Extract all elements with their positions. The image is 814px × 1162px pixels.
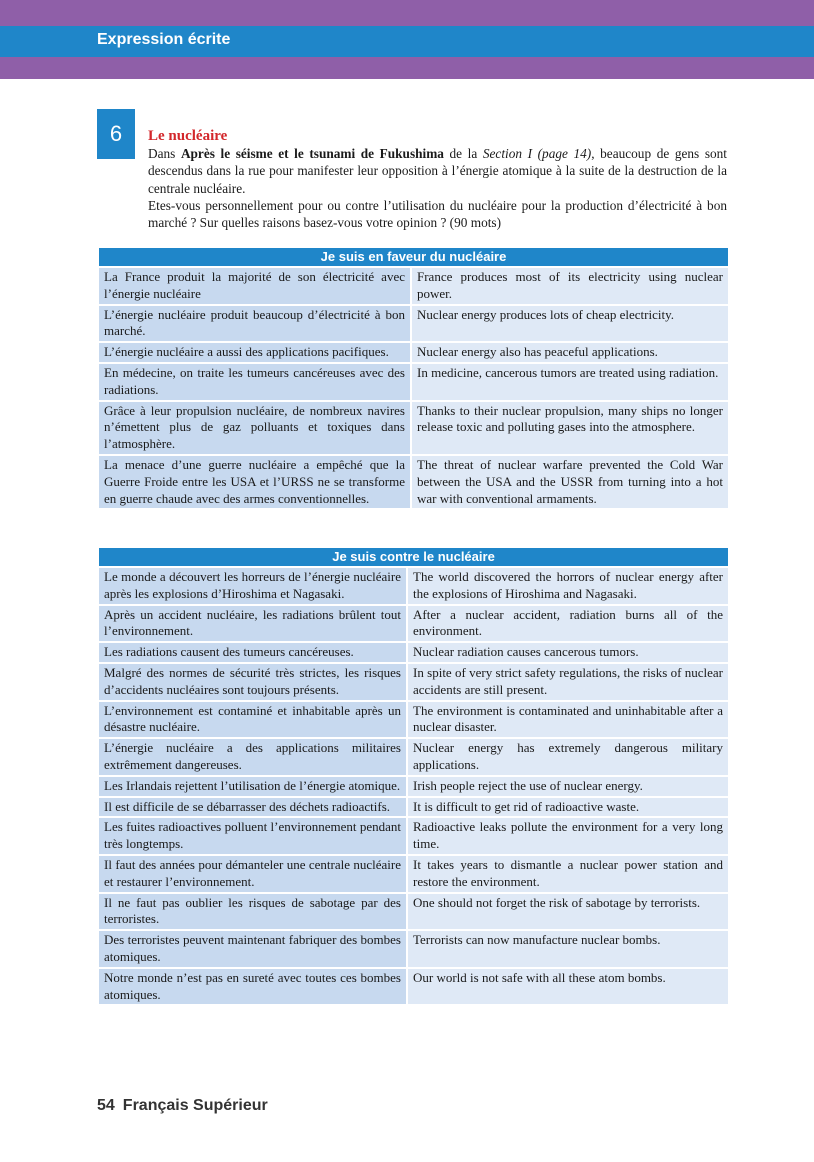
exercise-title: Le nucléaire xyxy=(148,128,228,144)
table-row xyxy=(99,739,728,775)
table-row xyxy=(99,343,728,362)
exercise-number: 6 xyxy=(97,109,135,159)
french-cell: La France produit la majorité de son électricité avec l’énergie nucléaire xyxy=(99,268,410,304)
french-cell: Il faut des années pour démanteler une centrale nucléaire et restaurer l’environnement. xyxy=(99,856,406,892)
french-cell: En médecine, on traite les tumeurs cancéreuses avec des radiations. xyxy=(99,364,410,400)
exercise-question: Etes-vous personnellement pour ou contre l’utilisation du nucléaire pour la production d’électricité à bon marché ? Sur quelles raisons basez-vous votre opinion ? (90 mots) xyxy=(148,197,727,231)
table-row xyxy=(99,798,728,817)
french-cell: Grâce à leur propulsion nucléaire, de nombreux navires n’émettent plus de gaz polluants et toxiques dans l’atmosphère. xyxy=(99,402,410,454)
table-row xyxy=(99,777,728,796)
english-cell: It takes years to dismantle a nuclear power station and restore the environment. xyxy=(408,856,728,892)
table-for-header: Je suis en faveur du nucléaire xyxy=(99,248,728,266)
english-cell: France produces most of its electricity using nuclear power. xyxy=(412,268,728,304)
section-title: Expression écrite xyxy=(97,31,231,48)
table-against-body xyxy=(99,568,728,1004)
table-row xyxy=(99,402,728,454)
table-for xyxy=(97,246,730,510)
table-against-header: Je suis contre le nucléaire xyxy=(99,548,728,566)
french-cell: Les fuites radioactives polluent l’environnement pendant très longtemps. xyxy=(99,818,406,854)
english-cell: Our world is not safe with all these atom bombs. xyxy=(408,969,728,1005)
french-cell: L’énergie nucléaire produit beaucoup d’électricité à bon marché. xyxy=(99,306,410,342)
intro-bold: Après le séisme et le tsunami de Fukushima xyxy=(180,146,444,162)
table-row xyxy=(99,568,728,604)
english-cell: Nuclear energy also has peaceful applications. xyxy=(412,343,728,362)
french-cell: La menace d’une guerre nucléaire a empêché que la Guerre Froide entre les USA et l’URSS ne se transforme en guerre chaude avec des armes conventionnelles. xyxy=(99,456,410,508)
french-cell: L’énergie nucléaire a aussi des applications pacifiques. xyxy=(99,343,410,362)
french-cell: Le monde a découvert les horreurs de l’énergie nucléaire après les explosions d’Hiroshima et Nagasaki. xyxy=(99,568,406,604)
english-cell: Nuclear energy has extremely dangerous military applications. xyxy=(408,739,728,775)
page-number: 54 xyxy=(97,1097,115,1114)
english-cell: Thanks to their nuclear propulsion, many ships no longer release toxic and polluting gases into the atmosphere. xyxy=(412,402,728,454)
english-cell: Nuclear radiation causes cancerous tumors. xyxy=(408,643,728,662)
english-cell: The threat of nuclear warfare prevented the Cold War between the USA and the USSR from turning into a hot war with conventional armaments. xyxy=(412,456,728,508)
bottom-band xyxy=(0,57,814,79)
exercise-prompt xyxy=(148,145,727,197)
table-row xyxy=(99,856,728,892)
table-row xyxy=(99,894,728,930)
book-title: Français Supérieur xyxy=(122,1097,268,1114)
table-row xyxy=(99,702,728,738)
french-cell: Des terroristes peuvent maintenant fabriquer des bombes atomiques. xyxy=(99,931,406,967)
english-cell: In spite of very strict safety regulations, the risks of nuclear accidents are still present. xyxy=(408,664,728,700)
table-for-body xyxy=(99,268,728,508)
french-cell: Les radiations causent des tumeurs cancéreuses. xyxy=(99,643,406,662)
english-cell: The world discovered the horrors of nuclear energy after the explosions of Hiroshima and Nagasaki. xyxy=(408,568,728,604)
english-cell: The environment is contaminated and uninhabitable after a nuclear disaster. xyxy=(408,702,728,738)
french-cell: L’environnement est contaminé et inhabitable après un désastre nucléaire. xyxy=(99,702,406,738)
table-row xyxy=(99,364,728,400)
french-cell: Après un accident nucléaire, les radiations brûlent tout l’environnement. xyxy=(99,606,406,642)
english-cell: It is difficult to get rid of radioactive waste. xyxy=(408,798,728,817)
french-cell: Malgré des normes de sécurité très strictes, les risques d’accidents nucléaires sont toujours présents. xyxy=(99,664,406,700)
english-cell: After a nuclear accident, radiation burns all of the environment. xyxy=(408,606,728,642)
table-row xyxy=(99,606,728,642)
table-row xyxy=(99,931,728,967)
top-band xyxy=(0,0,814,26)
table-row xyxy=(99,643,728,662)
intro-mid: de la xyxy=(443,146,483,162)
french-cell: Il ne faut pas oublier les risques de sabotage par des terroristes. xyxy=(99,894,406,930)
table-row xyxy=(99,306,728,342)
french-cell: Il est difficile de se débarrasser des déchets radioactifs. xyxy=(99,798,406,817)
table-row xyxy=(99,969,728,1005)
english-cell: Radioactive leaks pollute the environment for a very long time. xyxy=(408,818,728,854)
page-footer xyxy=(97,1097,268,1115)
exercise-intro xyxy=(148,128,727,231)
english-cell: Nuclear energy produces lots of cheap electricity. xyxy=(412,306,728,342)
french-cell: Notre monde n’est pas en sureté avec toutes ces bombes atomiques. xyxy=(99,969,406,1005)
intro-prefix: Dans xyxy=(148,146,181,162)
french-cell: Les Irlandais rejettent l’utilisation de l’énergie atomique. xyxy=(99,777,406,796)
table-row xyxy=(99,456,728,508)
english-cell: Terrorists can now manufacture nuclear bombs. xyxy=(408,931,728,967)
intro-italic: Section I (page 14) xyxy=(482,146,592,162)
table-against xyxy=(97,546,730,1006)
table-row xyxy=(99,268,728,304)
english-cell: In medicine, cancerous tumors are treated using radiation. xyxy=(412,364,728,400)
table-row xyxy=(99,664,728,700)
english-cell: One should not forget the risk of sabotage by terrorists. xyxy=(408,894,728,930)
table-row xyxy=(99,818,728,854)
english-cell: Irish people reject the use of nuclear energy. xyxy=(408,777,728,796)
intro-rest: , beaucoup de gens sont descendus dans la rue pour manifester leur opposition à l’énergie atomique à la suite de la destruction de la centrale nucléaire. xyxy=(148,146,727,196)
french-cell: L’énergie nucléaire a des applications militaires extrêmement dangereuses. xyxy=(99,739,406,775)
